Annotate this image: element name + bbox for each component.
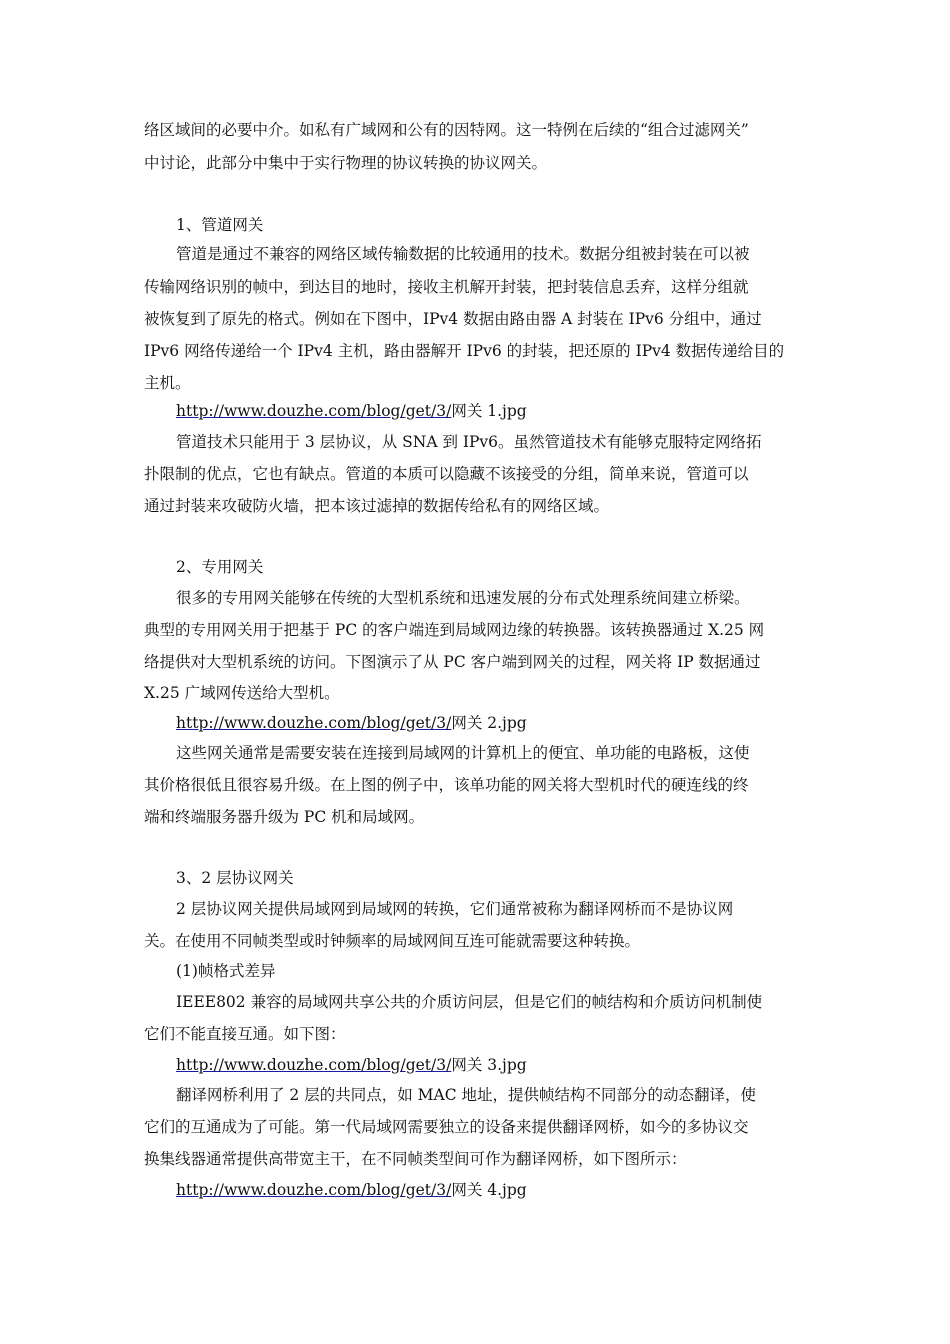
s1-p2-line-1: 管道技术只能用于 3 层协议，从 SNA 到 IPv6。虽然管道技术有能够克服特定网络拓	[176, 433, 762, 451]
s1-p1-line-1: 管道是通过不兼容的网络区域传输数据的比较通用的技术。数据分组被封装在可以被	[176, 245, 750, 263]
s1-p2-line-2: 扑限制的优点，它也有缺点。管道的本质可以隐藏不该接受的分组，简单来说，管道可以	[144, 465, 749, 483]
s2-p1-line-2: 典型的专用网关用于把基于 PC 的客户端连到局域网边缘的转换器。该转换器通过 X.25 网	[144, 621, 765, 639]
s3-p2-line-1: IEEE802 兼容的局域网共享公共的介质访问层，但是它们的帧结构和介质访问机制使	[176, 993, 763, 1011]
image-link-4-url[interactable]: http://www.douzhe.com/blog/get/3/	[176, 1181, 452, 1199]
s3-subheading: (1)帧格式差异	[176, 962, 276, 980]
s1-p1-line-5: 主机。	[144, 374, 191, 392]
s2-p1-line-3: 络提供对大型机系统的访问。下图演示了从 PC 客户端到网关的过程，网关将 IP 数据通过	[144, 653, 761, 671]
s3-p1-line-1: 2 层协议网关提供局域网到局域网的转换，它们通常被称为翻译网桥而不是协议网	[176, 900, 734, 918]
s3-p3-line-3: 换集线器通常提供高带宽主干，在不同帧类型间可作为翻译网桥，如下图所示：	[144, 1150, 687, 1168]
image-link-4-file: 网关 4.jpg	[451, 1181, 527, 1199]
s1-p2-line-3: 通过封装来攻破防火墙，把本该过滤掉的数据传给私有的网络区域。	[144, 497, 610, 515]
s3-p2-line-2: 它们不能直接互通。如下图：	[144, 1025, 346, 1043]
image-link-2[interactable]	[176, 713, 527, 733]
s2-p2-line-3: 端和终端服务器升级为 PC 机和局域网。	[144, 808, 425, 826]
s1-p1-line-3: 被恢复到了原先的格式。例如在下图中，IPv4 数据由路由器 A 封装在 IPv6 分组中，通过	[144, 310, 762, 328]
image-link-4[interactable]	[176, 1180, 527, 1200]
s2-p1-line-1: 很多的专用网关能够在传统的大型机系统和迅速发展的分布式处理系统间建立桥梁。	[176, 589, 750, 607]
intro-line-1: 络区域间的必要中介。如私有广域网和公有的因特网。这一特例在后续的“组合过滤网关”	[144, 121, 749, 139]
intro-line-2: 中讨论，此部分中集中于实行物理的协议转换的协议网关。	[144, 154, 548, 172]
image-link-1-file: 网关 1.jpg	[451, 402, 527, 420]
section-1-heading: 1、管道网关	[176, 216, 264, 234]
image-link-2-file: 网关 2.jpg	[451, 714, 527, 732]
s2-p2-line-2: 其价格很低且很容易升级。在上图的例子中，该单功能的网关将大型机时代的硬连线的终	[144, 776, 749, 794]
image-link-3[interactable]	[176, 1055, 527, 1075]
s2-p2-line-1: 这些网关通常是需要安装在连接到局域网的计算机上的便宜、单功能的电路板，这使	[176, 744, 750, 762]
section-2-heading: 2、专用网关	[176, 558, 264, 576]
image-link-1-url[interactable]: http://www.douzhe.com/blog/get/3/	[176, 402, 452, 420]
image-link-3-url[interactable]: http://www.douzhe.com/blog/get/3/	[176, 1056, 452, 1074]
s3-p3-line-1: 翻译网桥利用了 2 层的共同点，如 MAC 地址，提供帧结构不同部分的动态翻译，使	[176, 1086, 756, 1104]
s1-p1-line-2: 传输网络识别的帧中，到达目的地时，接收主机解开封装，把封装信息丢弃，这样分组就	[144, 278, 749, 296]
image-link-3-file: 网关 3.jpg	[451, 1056, 527, 1074]
s3-p1-line-2: 关。在使用不同帧类型或时钟频率的局域网间互连可能就需要这种转换。	[144, 932, 641, 950]
s1-p1-line-4: IPv6 网络传递给一个 IPv4 主机，路由器解开 IPv6 的封装，把还原的 IPv4 数据传递给目的	[144, 342, 785, 360]
image-link-1[interactable]	[176, 401, 527, 421]
section-3-heading: 3、2 层协议网关	[176, 869, 294, 887]
image-link-2-url[interactable]: http://www.douzhe.com/blog/get/3/	[176, 714, 452, 732]
s3-p3-line-2: 它们的互通成为了可能。第一代局域网需要独立的设备来提供翻译网桥，如今的多协议交	[144, 1118, 749, 1136]
s2-p1-line-4: X.25 广域网传送给大型机。	[144, 684, 340, 702]
